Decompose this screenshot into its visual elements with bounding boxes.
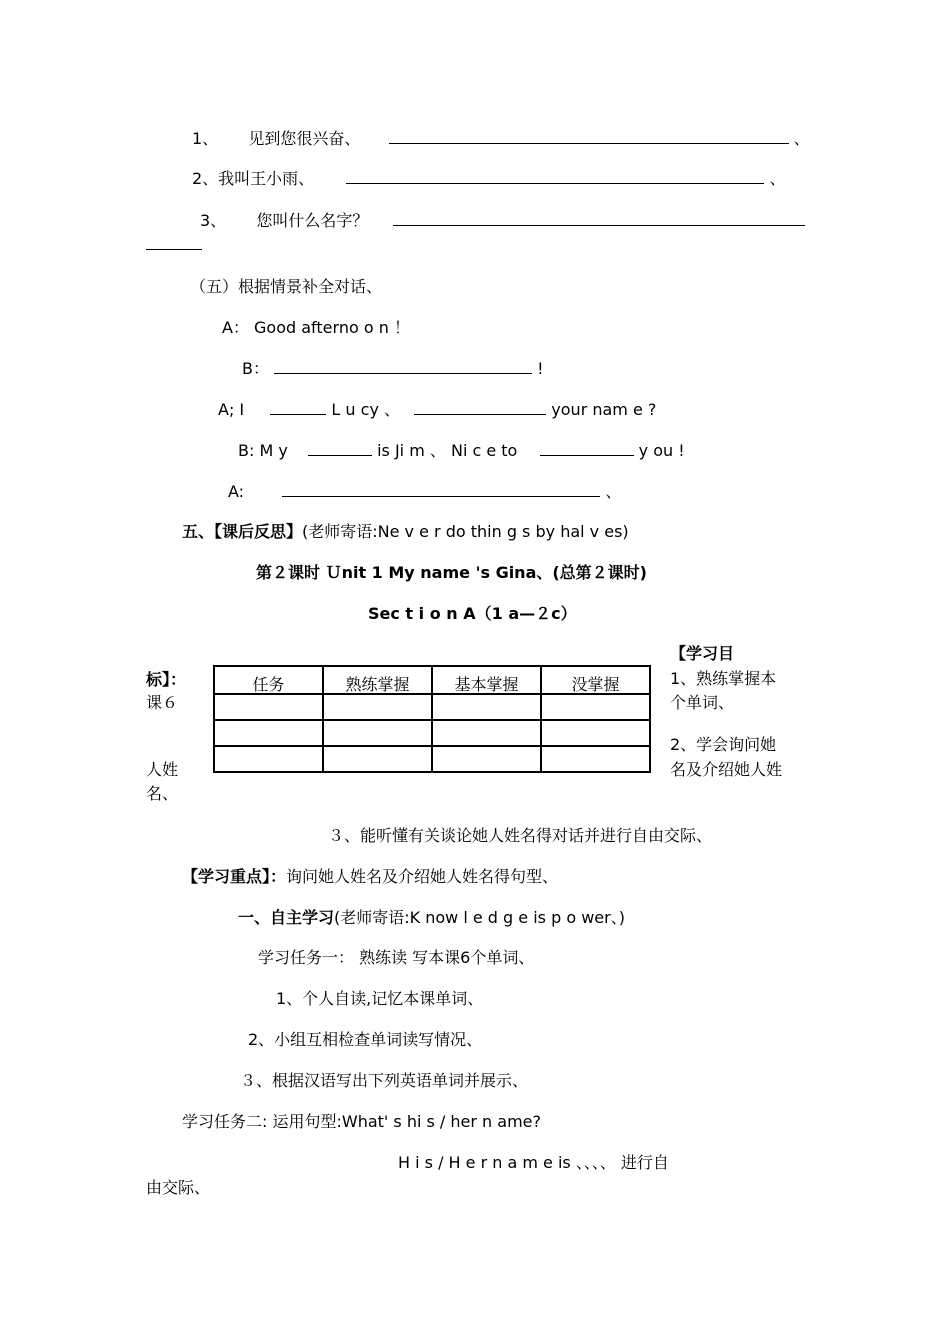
table-header-cell: 熟练掌握 (323, 666, 432, 694)
task-1-step-3: ３、根据汉语写出下列英语单词并展示、 (240, 1071, 529, 1090)
item-1-end: 、 (793, 129, 810, 148)
dialog-a3-blank[interactable] (282, 481, 600, 497)
dialog-b1 (242, 358, 544, 380)
dialog-b2 (238, 440, 685, 462)
task-2-pattern: H i s / H e r n a m e is 、、、、 进行自 (398, 1153, 669, 1172)
dialog-a3-end: 、 (605, 482, 622, 501)
dialog-heading: （五）根据情景补全对话、 (190, 277, 383, 296)
goal-1-left-fragment: 课６ (146, 693, 179, 712)
dialog-b2-blank-1[interactable] (308, 440, 372, 456)
section-title: Sec t i o n A（1 a—２c） (368, 604, 577, 623)
table-cell[interactable] (432, 694, 541, 720)
self-study-label: 一、自主学习 (238, 908, 335, 927)
goal-3: ３、能听懂有关谈论她人姓名得对话并进行自由交际、 (328, 826, 713, 845)
table-row (214, 694, 650, 720)
item-2-answer-blank[interactable] (346, 168, 764, 184)
reflection-motto: (老师寄语:Ne v e r do thin g s by hal v es) (302, 522, 629, 541)
table-cell[interactable] (432, 720, 541, 746)
table-cell[interactable] (323, 694, 432, 720)
task-2: 学习任务二: 运用句型:What' s hi s / her n ame? (182, 1112, 541, 1131)
focus-label: 【学习重点】： (182, 867, 287, 886)
goal-1-line-2: 个单词、 (670, 693, 735, 712)
dialog-a2-end: your nam e ? (551, 400, 657, 419)
task-1: 学习任务一： 熟练读 写本课6个单词、 (258, 948, 535, 967)
item-3 (200, 210, 805, 232)
item-3-answer-blank[interactable] (393, 210, 805, 226)
focus-line (182, 866, 558, 888)
reflection-label: 五、【课后反思】 (182, 522, 303, 541)
table-cell[interactable] (323, 720, 432, 746)
table-header-cell: 任务 (214, 666, 323, 694)
item-3-number: 3、 (200, 211, 227, 230)
dialog-a2-blank-2[interactable] (414, 399, 546, 415)
goal-2-left-fragment-2: 名、 (146, 784, 179, 803)
dialog-a2 (218, 399, 656, 421)
dialog-a1: A： Good afterno o n ！ (222, 318, 410, 337)
table-cell[interactable] (541, 746, 650, 772)
table-header-row (214, 666, 650, 694)
dialog-b2-start: B: M y (238, 441, 288, 460)
table-cell[interactable] (432, 746, 541, 772)
table-header-cell: 没掌握 (541, 666, 650, 694)
self-study-motto: (老师寄语:K now l e d g e is p o wer、) (334, 908, 625, 927)
focus-text: 询问她人姓名及介绍她人姓名得句型、 (286, 867, 559, 886)
goal-1-line-1: 1、熟练掌握本 (670, 669, 777, 688)
item-3-blank-continued[interactable] (146, 249, 202, 250)
goal-2-line-2: 名及介绍她人姓 (670, 760, 783, 779)
lesson-title: 第２课时 Ｕnit 1 My name 's Gina、(总第２课时) (256, 563, 647, 582)
item-1-answer-blank[interactable] (389, 128, 789, 144)
reflection-line (182, 521, 629, 543)
table-header-cell: 基本掌握 (432, 666, 541, 694)
dialog-b1-end: ! (537, 359, 544, 378)
goal-2-line-1: 2、学会询问她 (670, 735, 777, 754)
task-1-step-2: 2、小组互相检查单词读写情况、 (248, 1030, 483, 1049)
goals-heading-end: 标】： (146, 670, 187, 689)
dialog-b2-blank-2[interactable] (540, 440, 634, 456)
self-study-line (238, 907, 625, 929)
goals-heading-start: 【学习目 (670, 644, 735, 663)
item-2 (192, 168, 785, 190)
item-2-text: 2、我叫王小雨、 (192, 169, 315, 188)
item-3-text: 您叫什么名字？ (256, 211, 369, 230)
dialog-a2-start: A; I (218, 400, 245, 419)
dialog-b2-end: y ou ! (638, 441, 685, 460)
item-1-number: 1、 (192, 129, 219, 148)
table-cell[interactable] (214, 746, 323, 772)
table-cell[interactable] (214, 694, 323, 720)
mastery-table (213, 665, 651, 773)
item-2-end: 、 (769, 169, 786, 188)
table-row (214, 746, 650, 772)
table-row (214, 720, 650, 746)
dialog-a2-mid: L u cy 、 (331, 400, 401, 419)
table-cell[interactable] (541, 694, 650, 720)
item-1 (192, 128, 810, 150)
table-cell[interactable] (214, 720, 323, 746)
item-1-text: 见到您很兴奋、 (248, 129, 361, 148)
goal-2-left-fragment: 人姓 (146, 760, 179, 779)
task-1-step-1: 1、个人自读,记忆本课单词、 (276, 989, 484, 1008)
dialog-b1-blank[interactable] (274, 358, 532, 374)
table-cell[interactable] (323, 746, 432, 772)
dialog-a3-label: A: (228, 482, 245, 501)
dialog-b1-label: B： (242, 359, 269, 378)
task-2-pattern-continued: 由交际、 (146, 1178, 211, 1197)
dialog-a2-blank-1[interactable] (270, 399, 326, 415)
dialog-b2-mid: is Ji m 、 Ni c e to (377, 441, 518, 460)
dialog-a3 (228, 481, 621, 503)
table-cell[interactable] (541, 720, 650, 746)
